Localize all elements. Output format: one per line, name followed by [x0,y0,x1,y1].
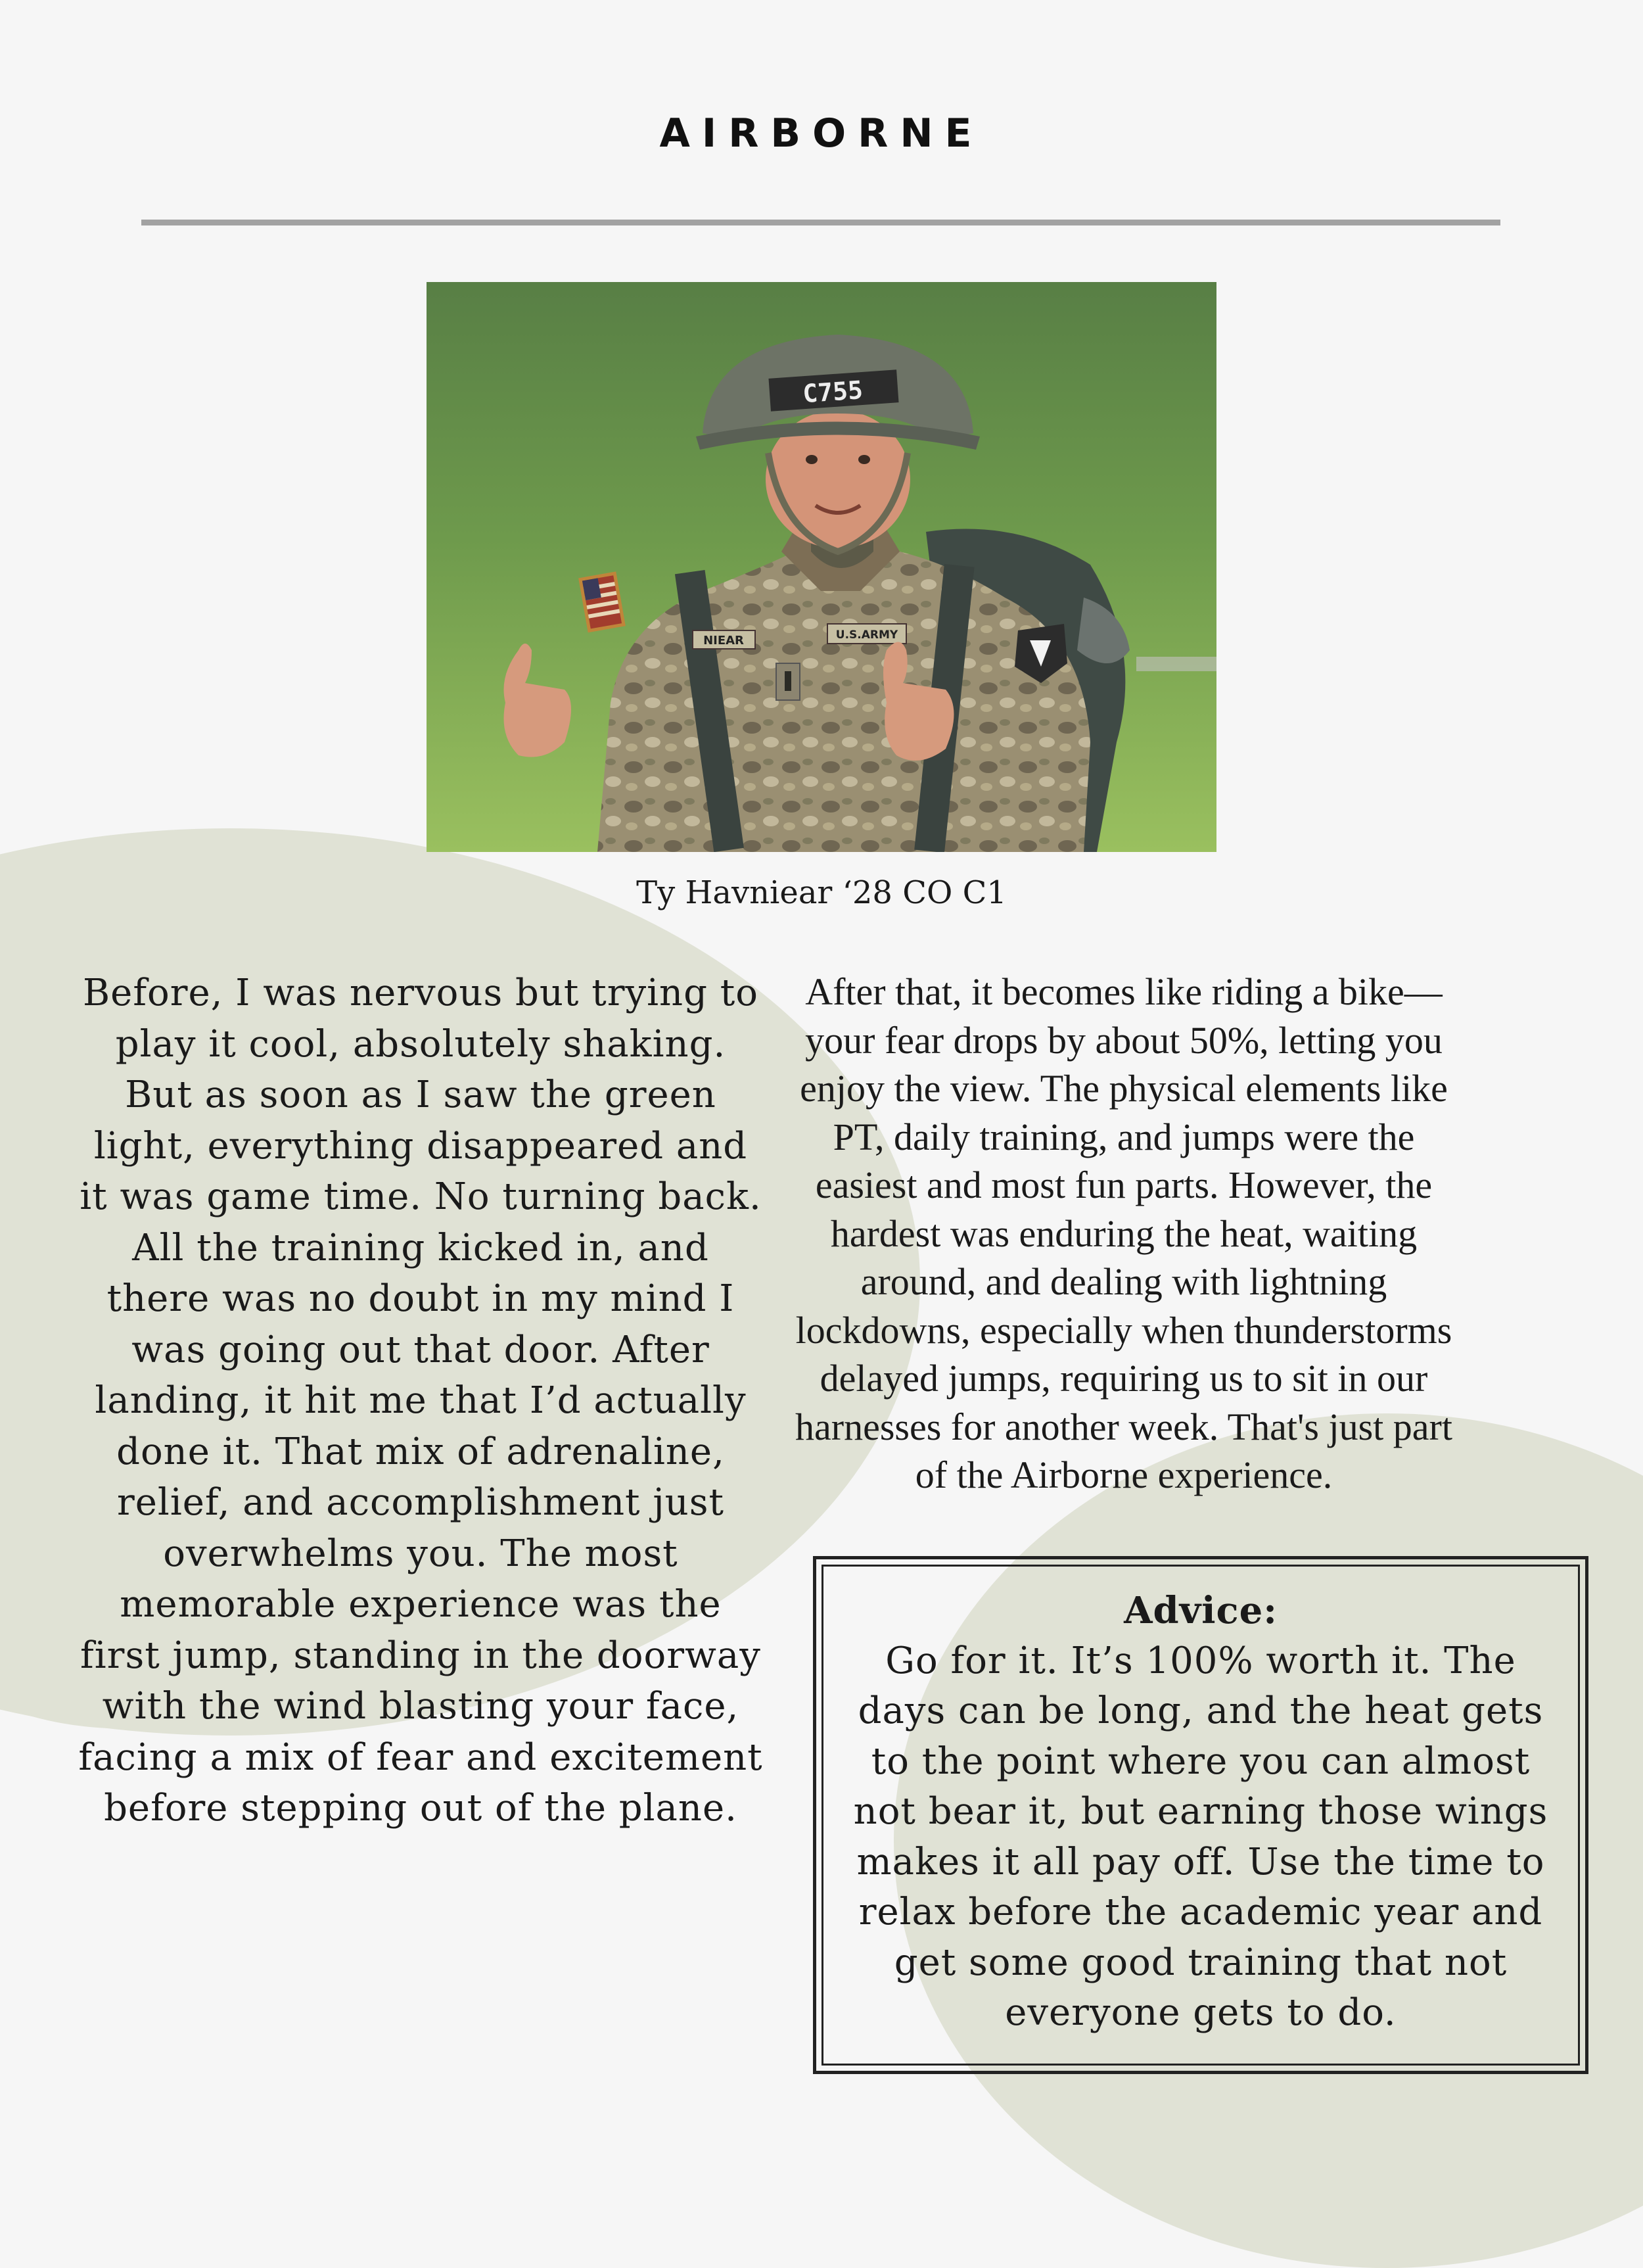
advice-box [813,1556,1588,2074]
service-tape: U.S.ARMY [835,628,898,642]
advice-content [843,1586,1559,2039]
advice-text: Go for it. It’s 100% worth it. The days can be long, and the heat gets to the point where you can almost not bear it, but earning those wings makes it all pay off. Use the time to relax before the academic year and get some good training that not everyone gets to do. [853,1639,1548,2034]
page-title: AIRBORNE [659,110,984,156]
advice-heading: Advice: [1124,1589,1278,1632]
helmet-number: C755 [801,375,864,409]
story-column-right: After that, it becomes like riding a bike—your fear drops by about 50%, letting you enjoy the view. The physical elements like PT, daily training, and jumps were the easiest and most fun parts. However, the hardest was enduring the heat, waiting around, and dealing with lightning lockdowns, especially when thunderstorms delayed jumps, requiring us to sit in our harnesses for another week. That's just part of the Airborne experience. [795,970,1452,1496]
photo-caption: Ty Havniear ‘28 CO C1 [636,874,1007,911]
title-divider [141,220,1500,225]
name-tape: NIEAR [703,634,744,648]
story-column-left: Before, I was nervous but trying to play it cool, absolutely shaking. But as soon as I saw the green light, everything disappeared and it was game time. No turning back. All the training kicked in, and there was no doubt in my mind I was going out that door. After landing, it hit me that I’d actually done it. That mix of adrenaline, relief, and accomplishment just overwhelms you. The most memorable experience was the first jump, standing in the doorway with the wind blasting your face, facing a mix of fear and excitement before stepping out of the plane. [78,972,763,1830]
cadet-photo [427,282,1216,852]
